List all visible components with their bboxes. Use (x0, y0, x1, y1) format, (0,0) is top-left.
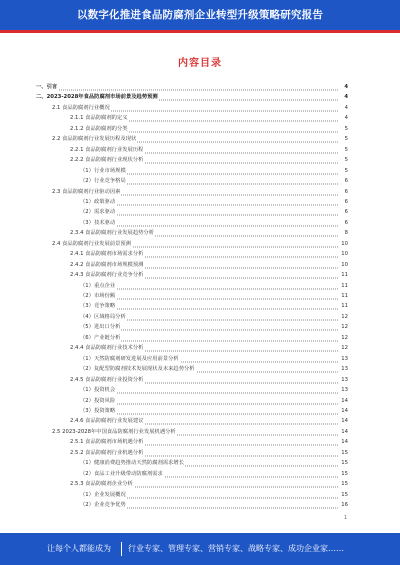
toc-entry-page: 15 (338, 448, 348, 458)
toc-entry-page: 5 (338, 134, 348, 144)
toc-entry[interactable] (80, 406, 348, 416)
toc-leader-dots (80, 396, 340, 405)
toc-entry[interactable] (80, 500, 348, 510)
toc-entry-label: 二、2023-2028年食品防腐剂市场前景及趋势预测 (36, 94, 158, 101)
toc-entry[interactable] (70, 448, 348, 458)
toc-leader-dots (80, 281, 340, 290)
toc-entry[interactable] (70, 343, 348, 353)
toc-entry-page: 10 (338, 239, 348, 249)
toc-entry-label: （1）投资机会 (80, 387, 116, 394)
toc-entry[interactable] (80, 469, 348, 479)
toc-entry-label: 2.4.1 食品防腐剂市场需求分析 (70, 251, 144, 258)
toc-entry[interactable] (70, 113, 348, 123)
toc-entry-page: 12 (338, 312, 348, 322)
toc-leader-dots (80, 197, 340, 206)
toc-leader-dots (80, 406, 340, 415)
toc-entry[interactable] (70, 124, 348, 134)
toc-entry[interactable] (70, 416, 348, 426)
toc-entry-page: 6 (338, 207, 348, 217)
toc-entry-page: 14 (338, 396, 348, 406)
report-title: 以数字化推进食品防腐剂企业转型升级策略研究报告 (76, 9, 324, 21)
toc-entry-page: 6 (338, 176, 348, 186)
toc-heading: 内容目录 (178, 58, 222, 69)
toc-entry[interactable] (70, 437, 348, 447)
toc-entry-page: 13 (338, 375, 348, 385)
toc-entry-page: 14 (338, 416, 348, 426)
toc-entry-page: 4 (338, 103, 348, 113)
toc-entry-page: 10 (338, 260, 348, 270)
toc-entry-page: 13 (338, 364, 348, 374)
toc-entry-page: 8 (338, 228, 348, 238)
toc-entry-label: （1）天然防腐剂研发进展及应用前景分析 (80, 355, 179, 362)
toc-entry-page: 6 (338, 187, 348, 197)
toc-entry-label: 2.1.2 食品防腐剂的分类 (70, 125, 128, 132)
toc-entry-label: （1）行业市场规模 (80, 167, 126, 174)
report-header (0, 0, 400, 30)
footer-slogan-left: 让每个人都能成为 (47, 544, 111, 553)
toc-entry[interactable] (80, 312, 348, 322)
toc-entry-label: （1）政策驱动 (80, 198, 116, 205)
toc-entry-label: 2.3.4 食品防腐剂行业发展趋势分析 (70, 230, 155, 237)
toc-entry-page: 4 (338, 82, 348, 92)
header-divider (0, 30, 400, 33)
toc-entry[interactable] (80, 396, 348, 406)
toc-entry-label: （6）产业链分析 (80, 334, 121, 341)
toc-entry-label: 2.4.5 食品防腐剂行业投资分析 (70, 376, 144, 383)
toc-entry-page: 5 (338, 155, 348, 165)
toc-entry[interactable] (80, 458, 348, 468)
toc-entry[interactable] (80, 354, 348, 364)
toc-entry[interactable] (80, 291, 348, 301)
toc-entry-label: 2.4.4 食品防腐剂行业技术分析 (70, 345, 144, 352)
toc-entry-page: 5 (338, 145, 348, 155)
toc-entry-label: （1）企业发展概况 (80, 491, 126, 498)
toc-entry-page: 15 (338, 479, 348, 489)
toc-entry-label: （3）投资策略 (80, 407, 116, 414)
toc-entry-page: 15 (338, 469, 348, 479)
toc-entry-page: 15 (338, 458, 348, 468)
toc-entry-page: 11 (338, 270, 348, 280)
toc-entry-label: 2.1.1 食品防腐剂的定义 (70, 115, 128, 122)
toc-entry-label: （2）企业竞争优势 (80, 502, 126, 508)
toc-entry-label: （2）行业竞争格局 (80, 178, 126, 185)
toc-entry-label: 2.2 食品防腐剂行业发展历程及现状 (52, 136, 137, 143)
toc-entry-page: 11 (338, 301, 348, 311)
toc-entry-label: 2.4.3 食品防腐剂行业竞争分析 (70, 272, 144, 279)
page-number: 1 (344, 515, 348, 521)
toc-entry-label: 2.4.2 食品防腐剂市场规模预测 (70, 261, 144, 268)
toc-entry-page: 12 (338, 333, 348, 343)
toc-entry-label: 2.5.2 食品防腐剂行业机遇分析 (70, 449, 144, 456)
toc-entry-page: 16 (338, 500, 348, 510)
toc-entry-page: 15 (338, 490, 348, 500)
toc-entry[interactable] (36, 82, 348, 92)
toc-entry-label: （3）技术驱动 (80, 219, 116, 226)
toc-entry[interactable] (70, 228, 348, 238)
toc-entry-label: 2.2.2 食品防腐剂行业现状分析 (70, 157, 144, 164)
toc-entry-label: 一、引言 (36, 84, 58, 90)
toc-entry-label: （2）需求驱动 (80, 209, 116, 216)
toc-entry[interactable] (70, 155, 348, 165)
toc-entry-page: 4 (338, 113, 348, 123)
toc-entry-page: 14 (338, 437, 348, 447)
toc-entry[interactable] (80, 364, 348, 374)
toc-entry-label: 2.3 食品防腐剂行业驱动因素 (52, 188, 121, 195)
toc-entry-page: 6 (338, 218, 348, 228)
toc-entry-page: 14 (338, 427, 348, 437)
toc-entry[interactable] (70, 479, 348, 489)
toc-leader-dots (80, 385, 340, 394)
toc-leader-dots (80, 218, 340, 227)
toc-entry-page: 14 (338, 406, 348, 416)
toc-entry-page: 13 (338, 385, 348, 395)
toc-entry-page: 10 (338, 249, 348, 259)
footer-slogan-right: 行业专家、管理专家、营销专家、战略专家、成功企业家…… (128, 544, 344, 553)
toc-entry[interactable] (80, 207, 348, 217)
toc-leader-dots (36, 82, 340, 91)
toc-entry-page: 11 (338, 281, 348, 291)
toc-entry-label: 2.5.3 食品防腐剂企业分析 (70, 481, 133, 488)
toc-entry-label: （1）健康消费趋势推动天然防腐剂需求增长 (80, 460, 185, 467)
toc-entry-label: 2.5 2023-2028年中国食品防腐剂行业发展机遇分析 (52, 428, 176, 435)
toc-entry[interactable] (80, 176, 348, 186)
toc-entry-label: 2.1 食品防腐剂行业概况 (52, 104, 110, 111)
toc-entry[interactable] (52, 134, 348, 144)
toc-leader-dots (80, 291, 340, 300)
toc-entry-label: 2.4 食品防腐剂行业发展前景预测 (52, 240, 131, 247)
toc-entry[interactable] (80, 301, 348, 311)
toc-entry[interactable] (70, 375, 348, 385)
toc-entry[interactable] (80, 166, 348, 176)
table-of-contents (0, 82, 400, 512)
toc-entry-label: （2）复配型防腐剂技术发展现状及未来趋势分析 (80, 366, 195, 373)
toc-entry[interactable] (80, 333, 348, 343)
toc-entry-label: （4）区域格局分析 (80, 313, 126, 320)
toc-entry-page: 4 (338, 92, 348, 102)
toc-entry-label: （2）市场份额 (80, 293, 116, 299)
toc-entry-page: 11 (338, 291, 348, 301)
toc-entry-label: 2.4.6 食品防腐剂行业发展建议 (70, 418, 144, 425)
toc-entry-page: 5 (338, 124, 348, 134)
toc-entry-page: 5 (338, 166, 348, 176)
toc-entry[interactable] (52, 239, 348, 249)
toc-entry-label: （2）投资风险 (80, 397, 116, 404)
toc-entry-label: （2）食品工业升级带动防腐剂需求 (80, 470, 163, 477)
toc-entry-page: 12 (338, 322, 348, 332)
toc-entry[interactable] (80, 490, 348, 500)
toc-entry-label: （3）竞争策略 (80, 303, 116, 310)
toc-entry[interactable] (52, 187, 348, 197)
toc-entry[interactable] (52, 103, 348, 113)
toc-entry-label: 2.5.1 食品防腐剂市场机遇分析 (70, 439, 144, 446)
toc-entry-label: （1）重点企业 (80, 282, 116, 289)
toc-entry[interactable] (80, 322, 348, 332)
toc-entry-label: （5）进出口分析 (80, 324, 121, 331)
toc-entry[interactable] (70, 260, 348, 270)
toc-entry[interactable] (70, 270, 348, 280)
toc-entry[interactable] (70, 249, 348, 259)
toc-entry[interactable] (80, 385, 348, 395)
toc-entry-page: 6 (338, 197, 348, 207)
toc-entry[interactable] (80, 218, 348, 228)
toc-leader-dots (80, 301, 340, 310)
toc-entry[interactable] (36, 92, 348, 102)
toc-leader-dots (80, 207, 340, 216)
toc-entry[interactable] (80, 281, 348, 291)
toc-entry[interactable] (80, 197, 348, 207)
toc-entry[interactable] (70, 145, 348, 155)
report-footer (0, 533, 400, 565)
toc-entry-label: 2.2.1 食品防腐剂行业发展历程 (70, 146, 144, 153)
toc-entry-page: 12 (338, 343, 348, 353)
footer-separator (121, 542, 122, 556)
toc-entry-page: 13 (338, 354, 348, 364)
toc-entry[interactable] (52, 427, 348, 437)
